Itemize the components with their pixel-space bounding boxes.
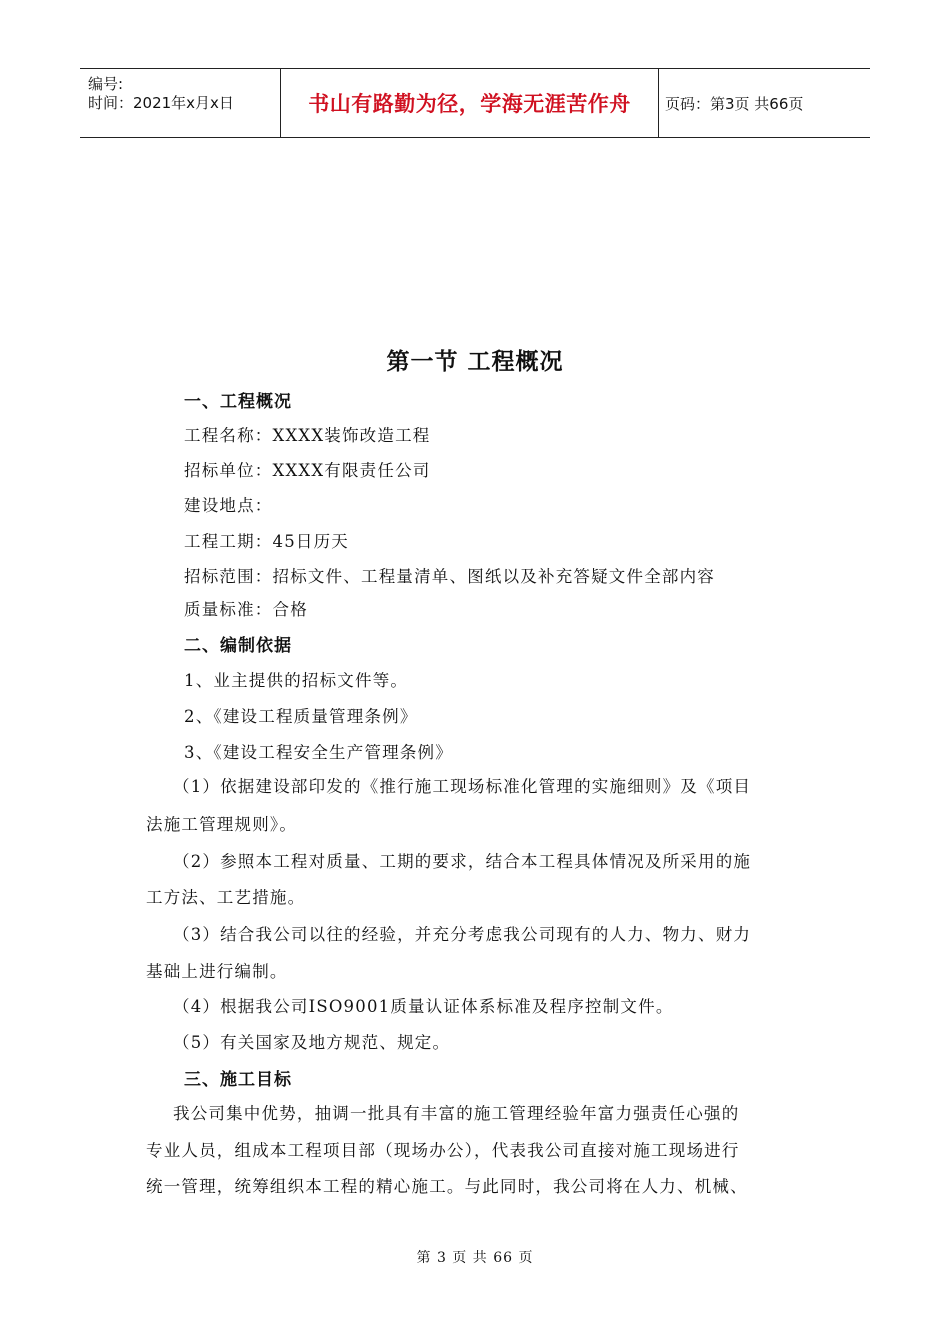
header-table [80, 68, 870, 138]
basis-item-3: 3、《建设工程安全生产管理条例》 [184, 743, 453, 762]
page-info: 页码：第3页 共66页 [665, 94, 804, 113]
code-label: 编号: [88, 75, 124, 93]
basis-para-3-line-1: （3）结合我公司以往的经验，并充分考虑我公司现有的人力、物力、财力 [173, 925, 752, 944]
target-line-3: 统一管理，统筹组织本工程的精心施工。与此同时，我公司将在人力、机械、 [146, 1177, 748, 1196]
construction-site: 建设地点： [184, 496, 273, 515]
basis-item-1: 1、业主提供的招标文件等。 [184, 671, 409, 690]
target-line-2: 专业人员，组成本工程项目部（现场办公），代表我公司直接对施工现场进行 [146, 1141, 740, 1160]
basis-para-2-line-2: 工方法、工艺措施。 [146, 888, 306, 907]
construction-period: 工程工期：45日历天 [184, 532, 349, 551]
bidding-scope: 招标范围：招标文件、工程量清单、图纸以及补充答疑文件全部内容 [184, 567, 715, 586]
quality-standard: 质量标准：合格 [184, 600, 308, 619]
basis-para-1-line-2: 法施工管理规则》。 [146, 815, 298, 834]
page-footer: 第 3 页 共 66 页 [416, 1250, 534, 1266]
heading-basis: 二、编制依据 [184, 636, 292, 656]
basis-para-5: （5）有关国家及地方规范、规定。 [173, 1033, 451, 1052]
target-line-1: 我公司集中优势，抽调一批具有丰富的施工管理经验年富力强责任心强的 [173, 1104, 740, 1123]
basis-item-2: 2、《建设工程质量管理条例》 [184, 707, 418, 726]
date-label: 时间：2021年x月x日 [88, 94, 234, 112]
basis-para-1-line-1: （1）依据建设部印发的《推行施工现场标准化管理的实施细则》及《项目 [173, 777, 752, 796]
header-meta-cell [80, 69, 281, 137]
section-title: 第一节 工程概况 [386, 349, 564, 375]
basis-para-3-line-2: 基础上进行编制。 [146, 962, 288, 981]
basis-para-2-line-1: （2）参照本工程对质量、工期的要求，结合本工程具体情况及所采用的施 [173, 852, 752, 871]
motto-text: 书山有路勤为径，学海无涯苦作舟 [308, 92, 631, 116]
project-name: 工程名称：XXXX装饰改造工程 [184, 426, 431, 445]
bidding-unit: 招标单位：XXXX有限责任公司 [184, 461, 431, 480]
heading-target: 三、施工目标 [184, 1070, 292, 1090]
heading-overview: 一、工程概况 [184, 392, 292, 412]
basis-para-4: （4）根据我公司ISO9001质量认证体系标准及程序控制文件。 [173, 997, 674, 1016]
header-motto-cell [281, 69, 659, 137]
header-page-cell [659, 69, 870, 137]
